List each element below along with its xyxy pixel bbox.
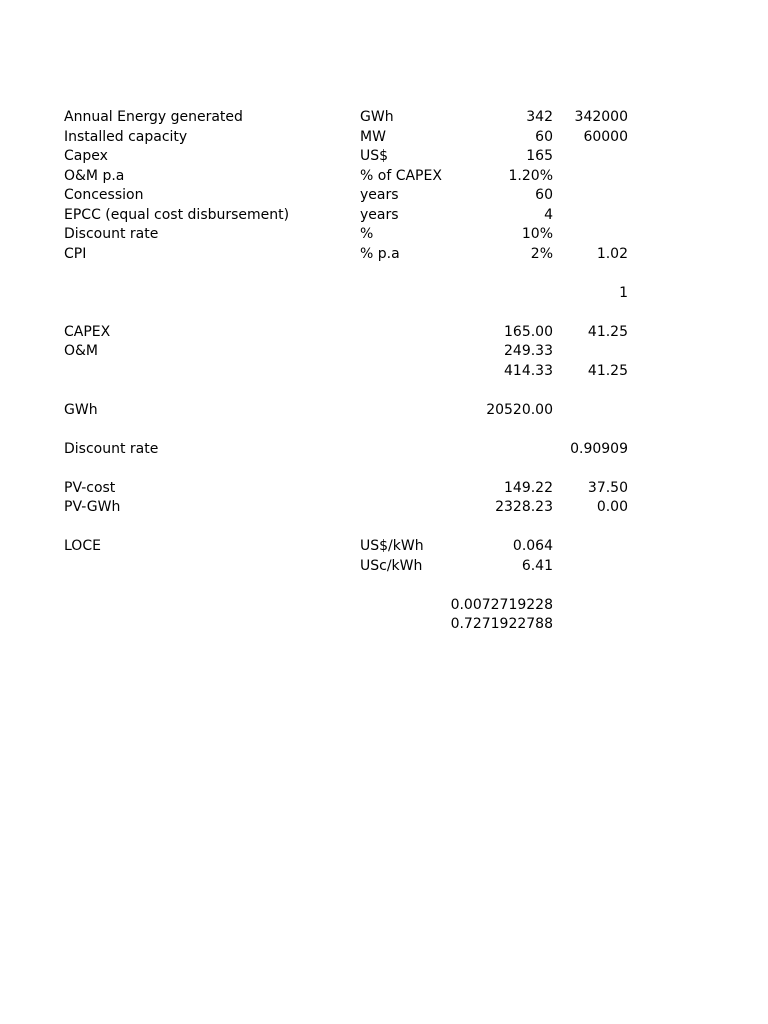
sheet-row <box>64 440 644 460</box>
row-value: 4 <box>544 206 553 223</box>
row-unit: US$/kWh <box>360 538 424 554</box>
row-label: Installed capacity <box>64 128 188 145</box>
row-value: 342 <box>526 109 553 125</box>
row-value: 6.41 <box>521 557 553 574</box>
row-extra-value: 41.25 <box>587 323 628 340</box>
sheet-row <box>64 245 644 265</box>
sheet-row <box>64 303 644 323</box>
row-value: 165 <box>526 148 553 164</box>
sheet-row <box>64 206 644 226</box>
row-unit: GWh <box>360 109 394 125</box>
spreadsheet-grid <box>64 108 644 635</box>
sheet-row <box>64 576 644 596</box>
row-value: 10% <box>521 226 553 242</box>
row-extra-value: 1 <box>619 284 628 301</box>
row-label: Concession <box>64 187 144 203</box>
row-value: 0.0072719228 <box>450 596 553 613</box>
row-value: 60 <box>535 187 553 203</box>
row-unit: years <box>360 187 399 203</box>
sheet-row <box>64 284 644 304</box>
row-value: 149.22 <box>504 479 553 496</box>
sheet-row <box>64 147 644 167</box>
row-extra-value: 60000 <box>583 128 628 145</box>
sheet-row <box>64 518 644 538</box>
sheet-row <box>64 264 644 284</box>
row-extra-value: 41.25 <box>587 362 628 379</box>
row-unit: years <box>360 206 399 223</box>
sheet-row <box>64 128 644 148</box>
row-extra-value: 0.00 <box>596 499 628 515</box>
row-value: 165.00 <box>504 323 553 340</box>
row-value: 60 <box>535 128 553 145</box>
row-label: Capex <box>64 148 108 164</box>
sheet-row <box>64 167 644 187</box>
row-unit: MW <box>360 128 386 145</box>
row-label: GWh <box>64 401 98 418</box>
sheet-row <box>64 479 644 499</box>
row-value: 2328.23 <box>495 499 553 515</box>
row-label: Discount rate <box>64 226 159 242</box>
row-value: 2% <box>530 245 553 262</box>
sheet-row <box>64 323 644 343</box>
row-label: PV-cost <box>64 479 116 496</box>
sheet-row <box>64 615 644 635</box>
row-unit: US$ <box>360 148 389 164</box>
sheet-row <box>64 362 644 382</box>
row-value: 249.33 <box>504 343 553 359</box>
row-label: O&M <box>64 343 99 359</box>
sheet-row <box>64 420 644 440</box>
sheet-row <box>64 186 644 206</box>
row-unit: USc/kWh <box>360 557 423 574</box>
sheet-row <box>64 537 644 557</box>
row-unit: % of CAPEX <box>360 167 442 184</box>
row-label: O&M p.a <box>64 167 125 184</box>
row-label: CAPEX <box>64 323 111 340</box>
row-extra-value: 342000 <box>574 109 628 125</box>
row-label: PV-GWh <box>64 499 121 515</box>
row-value: 0.7271922788 <box>450 616 553 632</box>
sheet-row <box>64 557 644 577</box>
sheet-row <box>64 381 644 401</box>
sheet-row <box>64 498 644 518</box>
row-label: EPCC (equal cost disbursement) <box>64 206 290 223</box>
sheet-row <box>64 459 644 479</box>
row-label: Discount rate <box>64 440 159 457</box>
sheet-row <box>64 225 644 245</box>
row-value: 20520.00 <box>486 401 553 418</box>
row-label: CPI <box>64 245 87 262</box>
sheet-row <box>64 401 644 421</box>
row-label: LOCE <box>64 538 101 554</box>
row-extra-value: 0.90909 <box>570 440 628 457</box>
row-extra-value: 1.02 <box>596 245 628 262</box>
row-unit: % p.a <box>360 245 400 262</box>
row-value: 0.064 <box>512 538 553 554</box>
sheet-row <box>64 342 644 362</box>
row-value: 414.33 <box>504 362 553 379</box>
row-value: 1.20% <box>508 167 553 184</box>
sheet-row <box>64 596 644 616</box>
sheet-row <box>64 108 644 128</box>
row-unit: % <box>360 226 374 242</box>
row-extra-value: 37.50 <box>587 479 628 496</box>
row-label: Annual Energy generated <box>64 109 243 125</box>
